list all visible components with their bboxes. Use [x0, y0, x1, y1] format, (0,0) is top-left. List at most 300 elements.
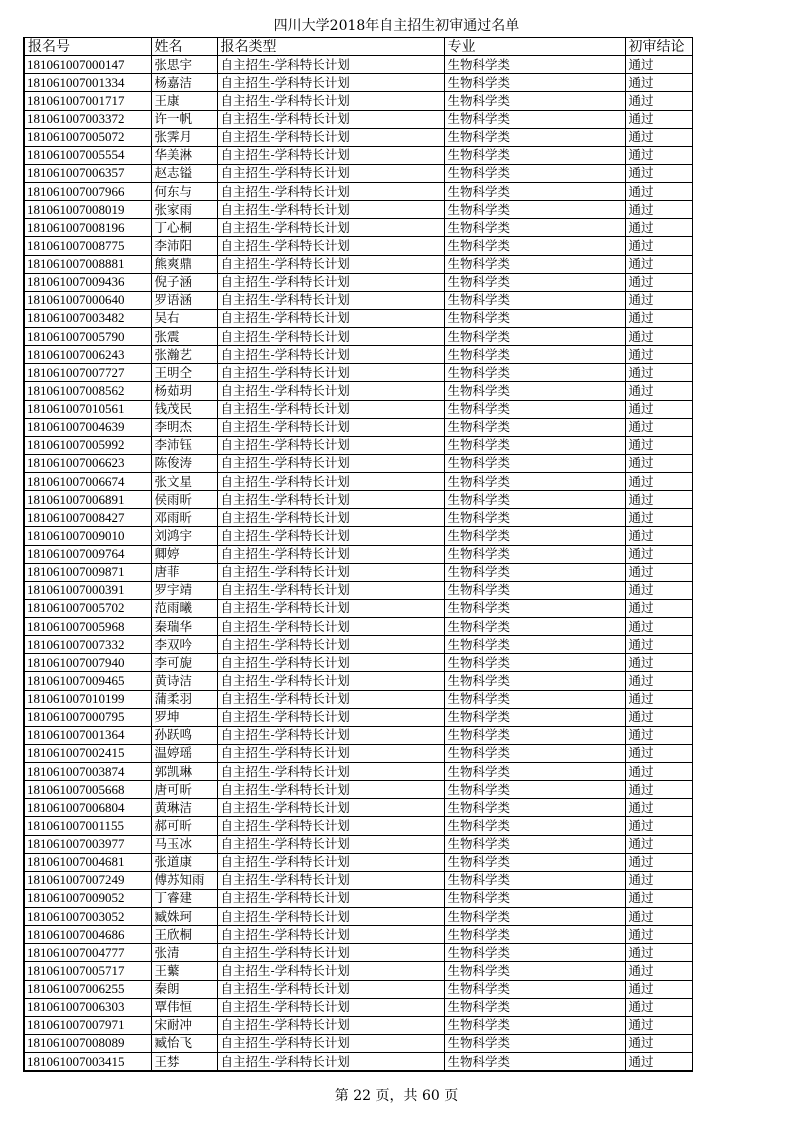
- table-row: [24, 853, 692, 871]
- name-cell: 吴右: [151, 309, 217, 327]
- application-type-cell: 自主招生-学科特长计划: [217, 473, 444, 491]
- review-result-cell: 通过: [625, 944, 692, 962]
- name-cell: 许一帆: [151, 110, 217, 128]
- review-result-cell: 通过: [625, 962, 692, 980]
- registration-number-cell: 181061007000147: [24, 56, 151, 74]
- major-cell: 生物科学类: [444, 309, 625, 327]
- name-cell: 刘鸿宇: [151, 527, 217, 545]
- major-cell: 生物科学类: [444, 164, 625, 182]
- major-cell: 生物科学类: [444, 744, 625, 762]
- application-type-cell: 自主招生-学科特长计划: [217, 418, 444, 436]
- name-cell: 黄琳洁: [151, 799, 217, 817]
- registration-number-cell: 181061007006891: [24, 491, 151, 509]
- table-row: [24, 273, 692, 291]
- header-application-type: 报名类型: [217, 38, 444, 56]
- review-result-cell: 通过: [625, 92, 692, 110]
- review-result-cell: 通过: [625, 183, 692, 201]
- review-result-cell: 通过: [625, 563, 692, 581]
- name-cell: 张清: [151, 944, 217, 962]
- application-type-cell: 自主招生-学科特长计划: [217, 835, 444, 853]
- major-cell: 生物科学类: [444, 726, 625, 744]
- name-cell: 臧姝珂: [151, 908, 217, 926]
- review-result-cell: 通过: [625, 382, 692, 400]
- major-cell: 生物科学类: [444, 545, 625, 563]
- application-type-cell: 自主招生-学科特长计划: [217, 1016, 444, 1034]
- review-result-cell: 通过: [625, 835, 692, 853]
- registration-number-cell: 181061007005968: [24, 618, 151, 636]
- name-cell: 李双吟: [151, 636, 217, 654]
- registration-number-cell: 181061007003372: [24, 110, 151, 128]
- registration-number-cell: 181061007003874: [24, 763, 151, 781]
- application-type-cell: 自主招生-学科特长计划: [217, 636, 444, 654]
- registration-number-cell: 181061007000795: [24, 708, 151, 726]
- name-cell: 卿婷: [151, 545, 217, 563]
- major-cell: 生物科学类: [444, 962, 625, 980]
- table-row: [24, 291, 692, 309]
- review-result-cell: 通过: [625, 328, 692, 346]
- review-result-cell: 通过: [625, 364, 692, 382]
- name-cell: 郝可昕: [151, 817, 217, 835]
- table-row: [24, 509, 692, 527]
- name-cell: 温婷瑶: [151, 744, 217, 762]
- name-cell: 张瀚艺: [151, 346, 217, 364]
- major-cell: 生物科学类: [444, 763, 625, 781]
- name-cell: 华美淋: [151, 146, 217, 164]
- table-row: [24, 1053, 692, 1072]
- application-type-cell: 自主招生-学科特长计划: [217, 944, 444, 962]
- major-cell: 生物科学类: [444, 708, 625, 726]
- application-type-cell: 自主招生-学科特长计划: [217, 889, 444, 907]
- review-result-cell: 通过: [625, 491, 692, 509]
- page-footer: 第 22 页，共 60 页: [334, 1088, 459, 1104]
- registration-number-cell: 181061007006804: [24, 799, 151, 817]
- application-type-cell: 自主招生-学科特长计划: [217, 255, 444, 273]
- review-result-cell: 通过: [625, 255, 692, 273]
- application-type-cell: 自主招生-学科特长计划: [217, 563, 444, 581]
- name-cell: 倪子涵: [151, 273, 217, 291]
- review-result-cell: 通过: [625, 146, 692, 164]
- registration-number-cell: 181061007007971: [24, 1016, 151, 1034]
- major-cell: 生物科学类: [444, 690, 625, 708]
- review-result-cell: 通过: [625, 618, 692, 636]
- major-cell: 生物科学类: [444, 273, 625, 291]
- registration-number-cell: 181061007003415: [24, 1053, 151, 1072]
- review-result-cell: 通过: [625, 799, 692, 817]
- major-cell: 生物科学类: [444, 817, 625, 835]
- table-row: [24, 763, 692, 781]
- registration-number-cell: 181061007004686: [24, 926, 151, 944]
- application-type-cell: 自主招生-学科特长计划: [217, 618, 444, 636]
- review-result-cell: 通过: [625, 980, 692, 998]
- review-result-cell: 通过: [625, 871, 692, 889]
- major-cell: 生物科学类: [444, 599, 625, 617]
- name-cell: 王棼: [151, 1053, 217, 1072]
- registration-number-cell: 181061007001717: [24, 92, 151, 110]
- registration-number-cell: 181061007008427: [24, 509, 151, 527]
- registration-number-cell: 181061007004777: [24, 944, 151, 962]
- major-cell: 生物科学类: [444, 364, 625, 382]
- table-row: [24, 708, 692, 726]
- registration-number-cell: 181061007006303: [24, 998, 151, 1016]
- table-row: [24, 781, 692, 799]
- registration-number-cell: 181061007007966: [24, 183, 151, 201]
- major-cell: 生物科学类: [444, 889, 625, 907]
- review-result-cell: 通过: [625, 164, 692, 182]
- header-name: 姓名: [151, 38, 217, 56]
- application-type-cell: 自主招生-学科特长计划: [217, 400, 444, 418]
- major-cell: 生物科学类: [444, 473, 625, 491]
- table-row: [24, 309, 692, 327]
- registration-number-cell: 181061007009052: [24, 889, 151, 907]
- name-cell: 宋耐冲: [151, 1016, 217, 1034]
- review-result-cell: 通过: [625, 690, 692, 708]
- table-row: [24, 56, 692, 74]
- table-row: [24, 237, 692, 255]
- review-result-cell: 通过: [625, 636, 692, 654]
- major-cell: 生物科学类: [444, 980, 625, 998]
- name-cell: 罗语涵: [151, 291, 217, 309]
- table-row: [24, 726, 692, 744]
- table-row: [24, 201, 692, 219]
- major-cell: 生物科学类: [444, 799, 625, 817]
- name-cell: 秦朗: [151, 980, 217, 998]
- registration-number-cell: 181061007005790: [24, 328, 151, 346]
- registration-number-cell: 181061007009764: [24, 545, 151, 563]
- major-cell: 生物科学类: [444, 382, 625, 400]
- document-title: 四川大学2018年自主招生初审通过名单: [273, 18, 520, 34]
- name-cell: 侯雨昕: [151, 491, 217, 509]
- application-type-cell: 自主招生-学科特长计划: [217, 436, 444, 454]
- major-cell: 生物科学类: [444, 835, 625, 853]
- header-registration-number: 报名号: [24, 38, 151, 56]
- application-type-cell: 自主招生-学科特长计划: [217, 853, 444, 871]
- application-type-cell: 自主招生-学科特长计划: [217, 545, 444, 563]
- application-type-cell: 自主招生-学科特长计划: [217, 998, 444, 1016]
- table-row: [24, 382, 692, 400]
- name-cell: 臧怡飞: [151, 1034, 217, 1052]
- table-row: [24, 219, 692, 237]
- admission-table: [23, 37, 693, 1072]
- registration-number-cell: 181061007010561: [24, 400, 151, 418]
- review-result-cell: 通过: [625, 672, 692, 690]
- application-type-cell: 自主招生-学科特长计划: [217, 183, 444, 201]
- application-type-cell: 自主招生-学科特长计划: [217, 871, 444, 889]
- table-row: [24, 255, 692, 273]
- registration-number-cell: 181061007005702: [24, 599, 151, 617]
- table-row: [24, 744, 692, 762]
- table-row: [24, 400, 692, 418]
- name-cell: 熊爽鼎: [151, 255, 217, 273]
- major-cell: 生物科学类: [444, 219, 625, 237]
- registration-number-cell: 181061007010199: [24, 690, 151, 708]
- table-row: [24, 328, 692, 346]
- registration-number-cell: 181061007006255: [24, 980, 151, 998]
- registration-number-cell: 181061007008089: [24, 1034, 151, 1052]
- registration-number-cell: 181061007003482: [24, 309, 151, 327]
- application-type-cell: 自主招生-学科特长计划: [217, 237, 444, 255]
- name-cell: 邓雨昕: [151, 509, 217, 527]
- major-cell: 生物科学类: [444, 328, 625, 346]
- registration-number-cell: 181061007004639: [24, 418, 151, 436]
- review-result-cell: 通过: [625, 1016, 692, 1034]
- major-cell: 生物科学类: [444, 871, 625, 889]
- table-row: [24, 618, 692, 636]
- registration-number-cell: 181061007007332: [24, 636, 151, 654]
- major-cell: 生物科学类: [444, 237, 625, 255]
- review-result-cell: 通过: [625, 763, 692, 781]
- major-cell: 生物科学类: [444, 581, 625, 599]
- registration-number-cell: 181061007006623: [24, 454, 151, 472]
- table-row: [24, 473, 692, 491]
- major-cell: 生物科学类: [444, 908, 625, 926]
- major-cell: 生物科学类: [444, 183, 625, 201]
- application-type-cell: 自主招生-学科特长计划: [217, 527, 444, 545]
- major-cell: 生物科学类: [444, 654, 625, 672]
- table-row: [24, 581, 692, 599]
- review-result-cell: 通过: [625, 509, 692, 527]
- registration-number-cell: 181061007001364: [24, 726, 151, 744]
- table-row: [24, 690, 692, 708]
- table-row: [24, 980, 692, 998]
- name-cell: 李沛钰: [151, 436, 217, 454]
- application-type-cell: 自主招生-学科特长计划: [217, 980, 444, 998]
- major-cell: 生物科学类: [444, 781, 625, 799]
- application-type-cell: 自主招生-学科特长计划: [217, 763, 444, 781]
- registration-number-cell: 181061007006243: [24, 346, 151, 364]
- registration-number-cell: 181061007003977: [24, 835, 151, 853]
- review-result-cell: 通过: [625, 219, 692, 237]
- major-cell: 生物科学类: [444, 346, 625, 364]
- application-type-cell: 自主招生-学科特长计划: [217, 908, 444, 926]
- registration-number-cell: 181061007001334: [24, 74, 151, 92]
- application-type-cell: 自主招生-学科特长计划: [217, 273, 444, 291]
- application-type-cell: 自主招生-学科特长计划: [217, 654, 444, 672]
- major-cell: 生物科学类: [444, 92, 625, 110]
- application-type-cell: 自主招生-学科特长计划: [217, 309, 444, 327]
- major-cell: 生物科学类: [444, 1034, 625, 1052]
- application-type-cell: 自主招生-学科特长计划: [217, 1034, 444, 1052]
- major-cell: 生物科学类: [444, 509, 625, 527]
- name-cell: 张震: [151, 328, 217, 346]
- major-cell: 生物科学类: [444, 998, 625, 1016]
- table-row: [24, 364, 692, 382]
- application-type-cell: 自主招生-学科特长计划: [217, 509, 444, 527]
- name-cell: 李沛阳: [151, 237, 217, 255]
- major-cell: 生物科学类: [444, 618, 625, 636]
- application-type-cell: 自主招生-学科特长计划: [217, 56, 444, 74]
- application-type-cell: 自主招生-学科特长计划: [217, 817, 444, 835]
- major-cell: 生物科学类: [444, 291, 625, 309]
- review-result-cell: 通过: [625, 473, 692, 491]
- name-cell: 王康: [151, 92, 217, 110]
- application-type-cell: 自主招生-学科特长计划: [217, 672, 444, 690]
- table-row: [24, 908, 692, 926]
- major-cell: 生物科学类: [444, 1053, 625, 1072]
- name-cell: 罗宇靖: [151, 581, 217, 599]
- name-cell: 唐可昕: [151, 781, 217, 799]
- review-result-cell: 通过: [625, 853, 692, 871]
- review-result-cell: 通过: [625, 744, 692, 762]
- registration-number-cell: 181061007007249: [24, 871, 151, 889]
- name-cell: 郭凯琳: [151, 763, 217, 781]
- registration-number-cell: 181061007000640: [24, 291, 151, 309]
- registration-number-cell: 181061007000391: [24, 581, 151, 599]
- registration-number-cell: 181061007005072: [24, 128, 151, 146]
- application-type-cell: 自主招生-学科特长计划: [217, 92, 444, 110]
- table-row: [24, 418, 692, 436]
- name-cell: 秦瑞华: [151, 618, 217, 636]
- registration-number-cell: 181061007009010: [24, 527, 151, 545]
- review-result-cell: 通过: [625, 781, 692, 799]
- table-row: [24, 944, 692, 962]
- table-row: [24, 654, 692, 672]
- application-type-cell: 自主招生-学科特长计划: [217, 744, 444, 762]
- name-cell: 杨嘉洁: [151, 74, 217, 92]
- table-row: [24, 817, 692, 835]
- major-cell: 生物科学类: [444, 926, 625, 944]
- table-row: [24, 636, 692, 654]
- table-row: [24, 110, 692, 128]
- application-type-cell: 自主招生-学科特长计划: [217, 781, 444, 799]
- review-result-cell: 通过: [625, 74, 692, 92]
- name-cell: 杨茹玥: [151, 382, 217, 400]
- application-type-cell: 自主招生-学科特长计划: [217, 382, 444, 400]
- major-cell: 生物科学类: [444, 636, 625, 654]
- application-type-cell: 自主招生-学科特长计划: [217, 1053, 444, 1072]
- application-type-cell: 自主招生-学科特长计划: [217, 491, 444, 509]
- name-cell: 马玉冰: [151, 835, 217, 853]
- review-result-cell: 通过: [625, 418, 692, 436]
- table-row: [24, 871, 692, 889]
- review-result-cell: 通过: [625, 908, 692, 926]
- review-result-cell: 通过: [625, 201, 692, 219]
- registration-number-cell: 181061007003052: [24, 908, 151, 926]
- application-type-cell: 自主招生-学科特长计划: [217, 219, 444, 237]
- review-result-cell: 通过: [625, 291, 692, 309]
- registration-number-cell: 181061007008775: [24, 237, 151, 255]
- table-row: [24, 92, 692, 110]
- major-cell: 生物科学类: [444, 436, 625, 454]
- review-result-cell: 通过: [625, 545, 692, 563]
- name-cell: 罗坤: [151, 708, 217, 726]
- major-cell: 生物科学类: [444, 1016, 625, 1034]
- table-row: [24, 74, 692, 92]
- table-body: [24, 56, 692, 1072]
- review-result-cell: 通过: [625, 726, 692, 744]
- review-result-cell: 通过: [625, 56, 692, 74]
- registration-number-cell: 181061007007727: [24, 364, 151, 382]
- name-cell: 丁睿建: [151, 889, 217, 907]
- registration-number-cell: 181061007008881: [24, 255, 151, 273]
- major-cell: 生物科学类: [444, 672, 625, 690]
- registration-number-cell: 181061007001155: [24, 817, 151, 835]
- name-cell: 傅苏知雨: [151, 871, 217, 889]
- table-row: [24, 998, 692, 1016]
- table-row: [24, 146, 692, 164]
- name-cell: 王欣桐: [151, 926, 217, 944]
- application-type-cell: 自主招生-学科特长计划: [217, 799, 444, 817]
- name-cell: 钱茂民: [151, 400, 217, 418]
- major-cell: 生物科学类: [444, 56, 625, 74]
- header-review-result: 初审结论: [625, 38, 692, 56]
- registration-number-cell: 181061007009871: [24, 563, 151, 581]
- review-result-cell: 通过: [625, 1053, 692, 1072]
- name-cell: 李可旎: [151, 654, 217, 672]
- name-cell: 蒲柔羽: [151, 690, 217, 708]
- application-type-cell: 自主招生-学科特长计划: [217, 74, 444, 92]
- name-cell: 李明杰: [151, 418, 217, 436]
- review-result-cell: 通过: [625, 309, 692, 327]
- table-row: [24, 599, 692, 617]
- application-type-cell: 自主招生-学科特长计划: [217, 346, 444, 364]
- table-row: [24, 672, 692, 690]
- review-result-cell: 通过: [625, 599, 692, 617]
- name-cell: 陈俊涛: [151, 454, 217, 472]
- name-cell: 唐菲: [151, 563, 217, 581]
- application-type-cell: 自主招生-学科特长计划: [217, 328, 444, 346]
- review-result-cell: 通过: [625, 527, 692, 545]
- application-type-cell: 自主招生-学科特长计划: [217, 454, 444, 472]
- registration-number-cell: 181061007005554: [24, 146, 151, 164]
- name-cell: 丁心桐: [151, 219, 217, 237]
- table-row: [24, 491, 692, 509]
- registration-number-cell: 181061007004681: [24, 853, 151, 871]
- registration-number-cell: 181061007009465: [24, 672, 151, 690]
- registration-number-cell: 181061007008196: [24, 219, 151, 237]
- major-cell: 生物科学类: [444, 201, 625, 219]
- application-type-cell: 自主招生-学科特长计划: [217, 708, 444, 726]
- application-type-cell: 自主招生-学科特长计划: [217, 726, 444, 744]
- registration-number-cell: 181061007005668: [24, 781, 151, 799]
- table-row: [24, 527, 692, 545]
- registration-number-cell: 181061007005717: [24, 962, 151, 980]
- review-result-cell: 通过: [625, 998, 692, 1016]
- table-row: [24, 799, 692, 817]
- major-cell: 生物科学类: [444, 454, 625, 472]
- application-type-cell: 自主招生-学科特长计划: [217, 128, 444, 146]
- header-major: 专业: [444, 38, 625, 56]
- major-cell: 生物科学类: [444, 74, 625, 92]
- table-row: [24, 1034, 692, 1052]
- table-row: [24, 926, 692, 944]
- table-row: [24, 164, 692, 182]
- table-row: [24, 545, 692, 563]
- table-row: [24, 183, 692, 201]
- name-cell: 黄诗洁: [151, 672, 217, 690]
- application-type-cell: 自主招生-学科特长计划: [217, 962, 444, 980]
- table-header-row: [24, 38, 692, 56]
- registration-number-cell: 181061007008019: [24, 201, 151, 219]
- name-cell: 张霁月: [151, 128, 217, 146]
- name-cell: 孙跃鸣: [151, 726, 217, 744]
- major-cell: 生物科学类: [444, 146, 625, 164]
- name-cell: 何东与: [151, 183, 217, 201]
- review-result-cell: 通过: [625, 273, 692, 291]
- registration-number-cell: 181061007002415: [24, 744, 151, 762]
- table-row: [24, 346, 692, 364]
- registration-number-cell: 181061007007940: [24, 654, 151, 672]
- review-result-cell: 通过: [625, 237, 692, 255]
- name-cell: 王蘩: [151, 962, 217, 980]
- application-type-cell: 自主招生-学科特长计划: [217, 599, 444, 617]
- application-type-cell: 自主招生-学科特长计划: [217, 690, 444, 708]
- application-type-cell: 自主招生-学科特长计划: [217, 926, 444, 944]
- review-result-cell: 通过: [625, 454, 692, 472]
- application-type-cell: 自主招生-学科特长计划: [217, 581, 444, 599]
- review-result-cell: 通过: [625, 128, 692, 146]
- name-cell: 张道康: [151, 853, 217, 871]
- name-cell: 张文星: [151, 473, 217, 491]
